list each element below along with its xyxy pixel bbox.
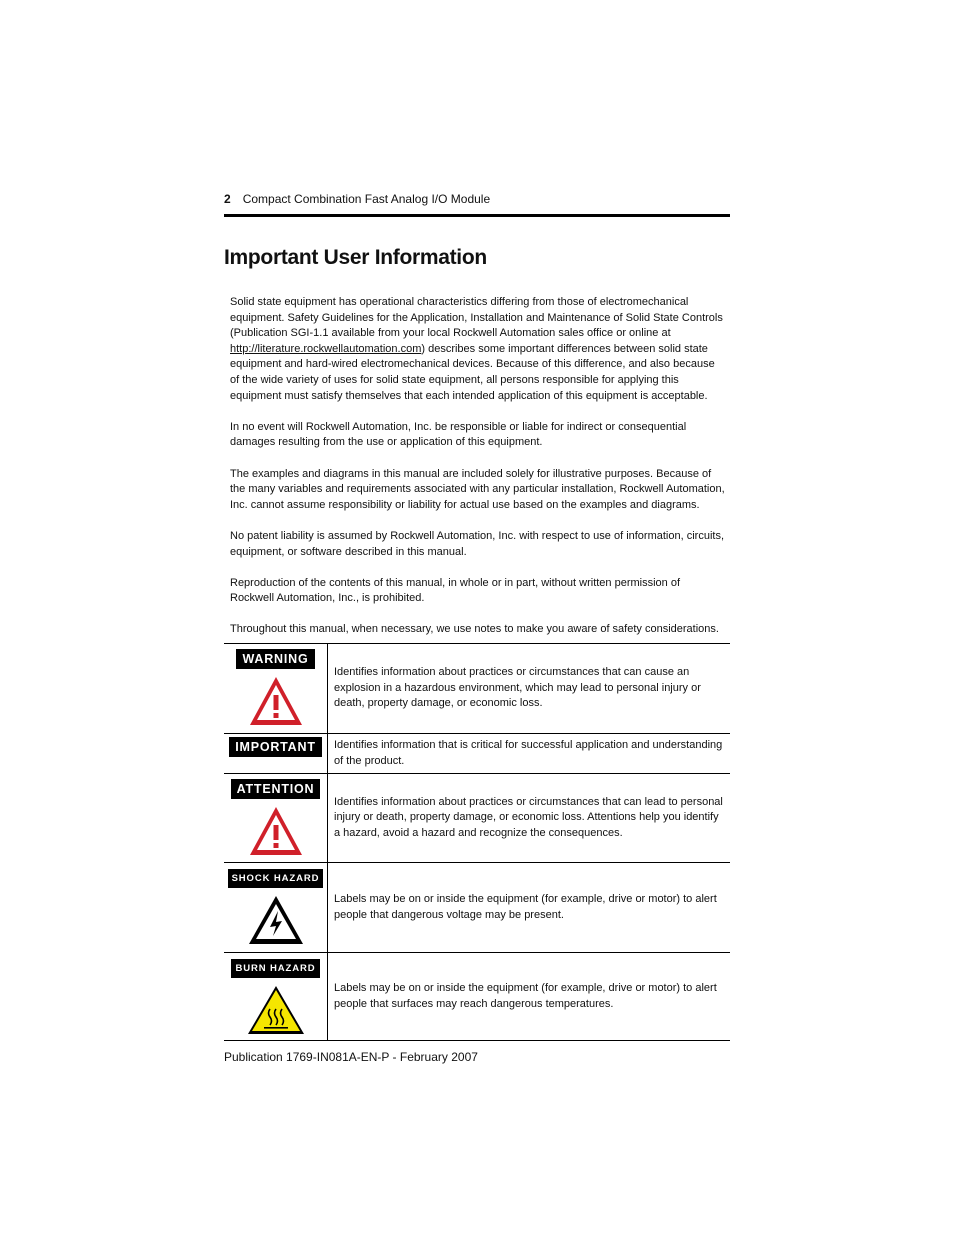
body-text	[230, 295, 726, 654]
note-row-burn-hazard	[224, 953, 730, 1041]
safety-notes-table	[224, 643, 730, 1041]
paragraph-2: In no event will Rockwell Automation, Inc. be responsible or liable for indirect or consequential damages resulting from the use or application of this equipment.	[230, 420, 687, 449]
burn-hazard-text: Labels may be on or inside the equipment (for example, drive or motor) to alert people that surfaces may reach dangerous temperatures.	[328, 953, 731, 1041]
warning-text: Identifies information about practices or circumstances that can cause an explosion in a hazardous environment, which may lead to personal injury or death, property damage, or economic loss.	[328, 644, 731, 734]
shock-hazard-icon	[247, 894, 305, 946]
header-rule	[224, 214, 730, 217]
literature-link[interactable]: http://literature.rockwellautomation.com	[230, 342, 422, 355]
note-row-warning	[224, 644, 730, 734]
paragraph-1-end: ) describes some important differences between solid state equipment and hard-wired electromechanical devices. Because of this difference, and also because of the wide variety of uses for solid state equipment, all persons responsible for applying this equipment must satisfy themselves that each intended application of this equipment is acceptable.	[230, 342, 715, 402]
running-header	[224, 192, 490, 206]
burn-hazard-icon	[246, 984, 306, 1036]
attention-label: ATTENTION	[231, 779, 321, 799]
burn-hazard-label: BURN HAZARD	[231, 959, 319, 978]
attention-exclamation-icon	[248, 805, 304, 857]
paragraph-1-start: Solid state equipment has operational characteristics differing from those of electromechanical equipment. Safety Guidelines for the Application, Installation and Maintenance of Solid State Controls (Publication SGI-1.1 available from your local Rockwell Automation sales office or online at	[230, 296, 723, 340]
paragraph-3: The examples and diagrams in this manual are included solely for illustrative purposes. Because of the many variables and requirements associated with any particular installation, Rockwell Automation, Inc. cannot assume responsibility or liability for actual use based on the examples and diagrams.	[230, 467, 725, 511]
attention-text: Identifies information about practices or circumstances that can lead to personal injury or death, property damage, or economic loss. Attentions help you identify a hazard, avoid a hazard and recognize the consequences.	[328, 774, 731, 863]
shock-hazard-label: SHOCK HAZARD	[228, 869, 324, 888]
warning-exclamation-icon	[248, 675, 304, 727]
paragraph-1	[230, 295, 726, 404]
page-title: Important User Information	[224, 246, 487, 269]
note-row-shock-hazard	[224, 863, 730, 953]
important-text: Identifies information that is critical for successful application and understanding of the product.	[328, 734, 731, 774]
paragraph-5: Reproduction of the contents of this manual, in whole or in part, without written permission of Rockwell Automation, Inc., is prohibited.	[230, 576, 681, 605]
shock-hazard-text: Labels may be on or inside the equipment (for example, drive or motor) to alert people that dangerous voltage may be present.	[328, 863, 731, 953]
page-number: 2	[224, 192, 231, 206]
publication-footer: Publication 1769-IN081A-EN-P - February 2007	[224, 1050, 478, 1064]
paragraph-4: No patent liability is assumed by Rockwell Automation, Inc. with respect to use of information, circuits, equipment, or software described in this manual.	[230, 529, 724, 558]
document-title: Compact Combination Fast Analog I/O Module	[242, 192, 491, 206]
important-label: IMPORTANT	[229, 737, 322, 757]
paragraph-6: Throughout this manual, when necessary, we use notes to make you aware of safety considerations.	[230, 623, 719, 636]
note-row-important	[224, 734, 730, 774]
note-row-attention	[224, 774, 730, 863]
warning-label: WARNING	[236, 649, 314, 669]
